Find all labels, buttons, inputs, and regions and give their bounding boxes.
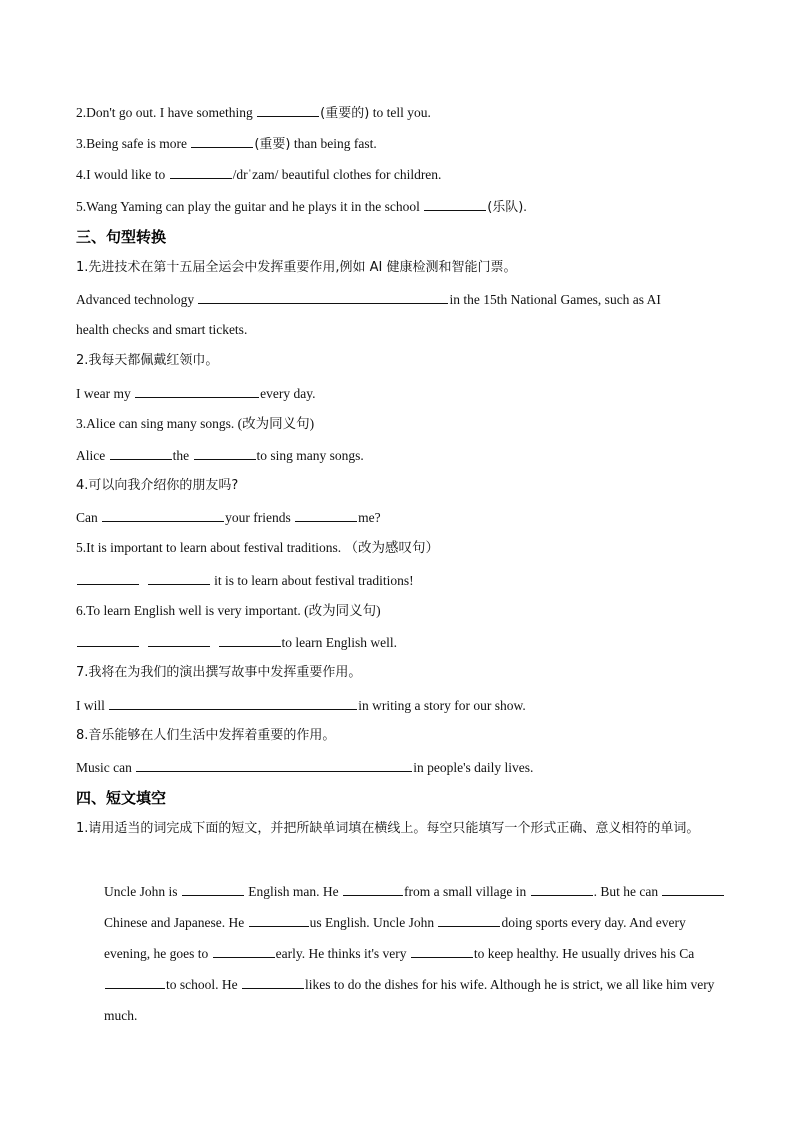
question-2-3 [76,134,734,154]
question-text: to sing many songs. [256,448,364,463]
answer-blank[interactable] [242,975,304,989]
answer-blank[interactable] [662,882,724,896]
question-text: Can [76,510,102,525]
question-text: the [172,448,193,463]
question-text: me? [358,510,381,525]
question-text: I will [76,698,109,713]
question-2-5 [76,197,734,217]
answer-blank[interactable] [109,696,357,710]
question-3-6-answer [76,633,734,652]
answer-blank[interactable] [77,633,139,647]
answer-blank[interactable] [219,633,281,647]
question-text: . [523,199,527,214]
answer-blank[interactable] [191,134,253,148]
answer-blank[interactable] [170,165,232,179]
answer-blank[interactable] [411,944,473,958]
passage-text: early. He thinks it's very [275,946,410,961]
question-3-7-prompt: 7.我将在为我们的演出撰写故事中发挥重要作用。 [76,665,362,680]
answer-blank[interactable] [135,384,259,398]
answer-blank[interactable] [110,446,172,460]
question-3-3-answer [76,446,734,465]
question-3-6-prompt: 6.To learn English well is very important. (改为同义句) [76,603,381,618]
question-3-7-answer [76,696,734,715]
answer-blank[interactable] [77,571,139,585]
hint-text: (乐队) [487,200,524,215]
question-text: 2.Don't go out. I have something [76,105,257,120]
passage-text: us English. Uncle John [309,915,438,930]
section-3-heading: 三、句型转换 [76,228,167,246]
passage-text: to keep healthy. He usually drives his Ca [473,946,695,961]
answer-blank[interactable] [438,913,500,927]
question-3-1-answer [76,290,734,309]
passage-text: Chinese and Japanese. He [104,915,248,930]
passage-text: doing sports every day. And every evening, he goes to [104,915,686,961]
question-text: Alice [76,448,109,463]
question-3-8-answer [76,758,734,777]
question-text: to tell you. [369,105,431,120]
question-3-2-answer [76,384,734,403]
passage-text: . But he can [593,884,662,899]
answer-blank[interactable] [102,508,224,522]
question-3-5-prompt: 5.It is important to learn about festival traditions. （改为感叹句） [76,540,439,555]
question-text: every day. [260,386,316,401]
question-text: to learn English well. [281,635,397,650]
question-3-5-answer [76,571,734,590]
question-text: your friends [225,510,295,525]
hint-text: (重要的) [320,106,370,121]
question-text: it is to learn about festival traditions! [210,573,414,588]
answer-blank[interactable] [182,882,244,896]
question-3-4-prompt: 4.可以向我介绍你的朋友吗? [76,478,239,493]
answer-blank[interactable] [213,944,275,958]
passage-text: from a small village in [404,884,530,899]
answer-blank[interactable] [148,571,210,585]
answer-blank[interactable] [136,758,412,772]
question-text: 5.Wang Yaming can play the guitar and he plays it in the school [76,199,424,214]
passage-text: likes to do the dishes for his wife. Although he is strict, we all like him very much. [104,977,715,1023]
answer-blank[interactable] [198,290,448,304]
question-text: in people's daily lives. [413,760,534,775]
question-2-2 [76,103,734,123]
phonetic-hint: /drˈzam/ [232,167,279,182]
question-2-4 [76,165,734,184]
answer-blank[interactable] [257,103,319,117]
passage-text: Uncle John is [104,884,181,899]
question-3-8-prompt: 8.音乐能够在人们生活中发挥着重要的作用。 [76,728,336,743]
question-text: in the 15th National Games, such as AI [449,292,661,307]
section-4-instruction: 1.请用适当的词完成下面的短文，并把所缺单词填在横线上。每空只能填写一个形式正确、意义相符的单词。 [76,821,700,836]
question-text: beautiful clothes for children. [278,167,442,182]
answer-blank[interactable] [424,197,486,211]
question-3-4-answer [76,508,734,527]
section-4-heading: 四、短文填空 [76,789,167,807]
answer-blank[interactable] [343,882,403,896]
answer-blank[interactable] [249,913,309,927]
question-text: 4.I would like to [76,167,169,182]
question-text: Music can [76,760,136,775]
question-text: I wear my [76,386,135,401]
question-text: Advanced technology [76,292,198,307]
answer-blank[interactable] [531,882,593,896]
answer-blank[interactable] [148,633,210,647]
answer-blank[interactable] [105,975,165,989]
hint-text: (重要) [254,137,291,152]
passage-text: to school. He [166,977,241,992]
cloze-passage [76,876,734,1031]
question-3-2-prompt: 2.我每天都佩戴红领巾。 [76,353,219,368]
question-3-1-continued: health checks and smart tickets. [76,322,248,337]
question-text: in writing a story for our show. [358,698,526,713]
passage-text: English man. He [248,884,342,899]
answer-blank[interactable] [295,508,357,522]
answer-blank[interactable] [194,446,256,460]
question-3-1-prompt: 1.先进技术在第十五届全运会中发挥重要作用,例如 AI 健康检测和智能门票。 [76,260,517,275]
question-text: than being fast. [290,136,377,151]
question-3-3-prompt: 3.Alice can sing many songs. (改为同义句) [76,416,315,431]
question-text: 3.Being safe is more [76,136,191,151]
